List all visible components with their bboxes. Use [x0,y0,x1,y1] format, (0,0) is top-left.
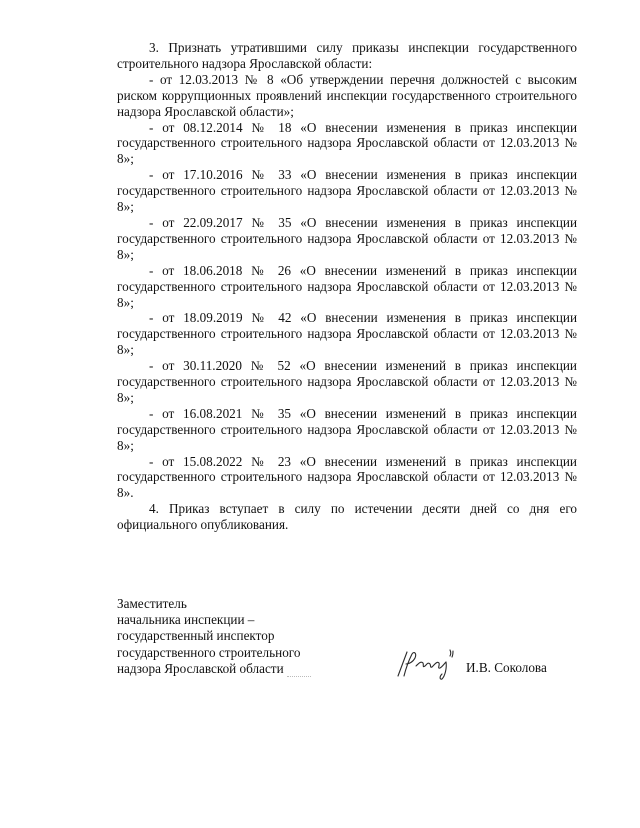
signatory-name: И.В. Соколова [466,660,547,675]
signatory-title [117,596,357,677]
paragraph-item-3: 3. Признать утратившими силу приказы инспекции государственного строительного надзора Ярославской области: [117,40,577,71]
document-body [117,40,577,533]
list-item-order-2019: - от 18.09.2019 № 42 «О внесении изменения в приказ инспекции государственного строительного надзора Ярославской области от 12.03.2013 № 8»; [117,310,577,358]
scan-artifact [287,676,311,678]
list-item-order-2017: - от 22.09.2017 № 35 «О внесении изменения в приказ инспекции государственного строительного надзора Ярославской области от 12.03.2013 № 8»; [117,214,577,262]
list-item-order-2016: - от 17.10.2016 № 33 «О внесении изменения в приказ инспекции государственного строительного надзора Ярославской области от 12.03.2013 № 8»; [117,167,577,215]
list-item-order-2020: - от 30.11.2020 № 52 «О внесении изменений в приказ инспекции государственного строительного надзора Ярославской области от 12.03.2013 № 8»; [117,358,577,405]
list-item-order-2021: - от 16.08.2021 № 35 «О внесении изменений в приказ инспекции государственного строительного надзора Ярославской области от 12.03.2013 № 8»; [117,405,577,453]
signatory-title-line: начальника инспекции – [117,612,255,628]
list-item-order-2022: - от 15.08.2022 № 23 «О внесении изменений в приказ инспекции государственного строительного надзора Ярославской области от 12.03.2013 № 8». [117,453,577,501]
signatory-title-line: государственный инспектор [117,628,275,644]
signatory-title-line: государственного строительного [117,644,301,660]
list-item-order-2018: - от 18.06.2018 № 26 «О внесении изменений в приказ инспекции государственного строительного надзора Ярославской области от 12.03.2013 № 8»; [117,262,577,310]
handwritten-signature [392,642,460,682]
paragraph-item-4: 4. Приказ вступает в силу по истечении десяти дней со дня его официального опубликования. [117,501,577,533]
signatory-title-line: надзора Ярославской области [117,660,284,676]
list-item-order-2014: - от 08.12.2014 № 18 «О внесении изменения в приказ инспекции государственного строительного надзора Ярославской области от 12.03.2013 № 8»; [117,119,577,167]
signatory-title-line: Заместитель [117,596,187,611]
list-item-order-2013: - от 12.03.2013 № 8 «Об утверждении перечня должностей с высоким риском коррупционных проявлений инспекции государственного строительного надзора Ярославской области»; [117,71,577,119]
